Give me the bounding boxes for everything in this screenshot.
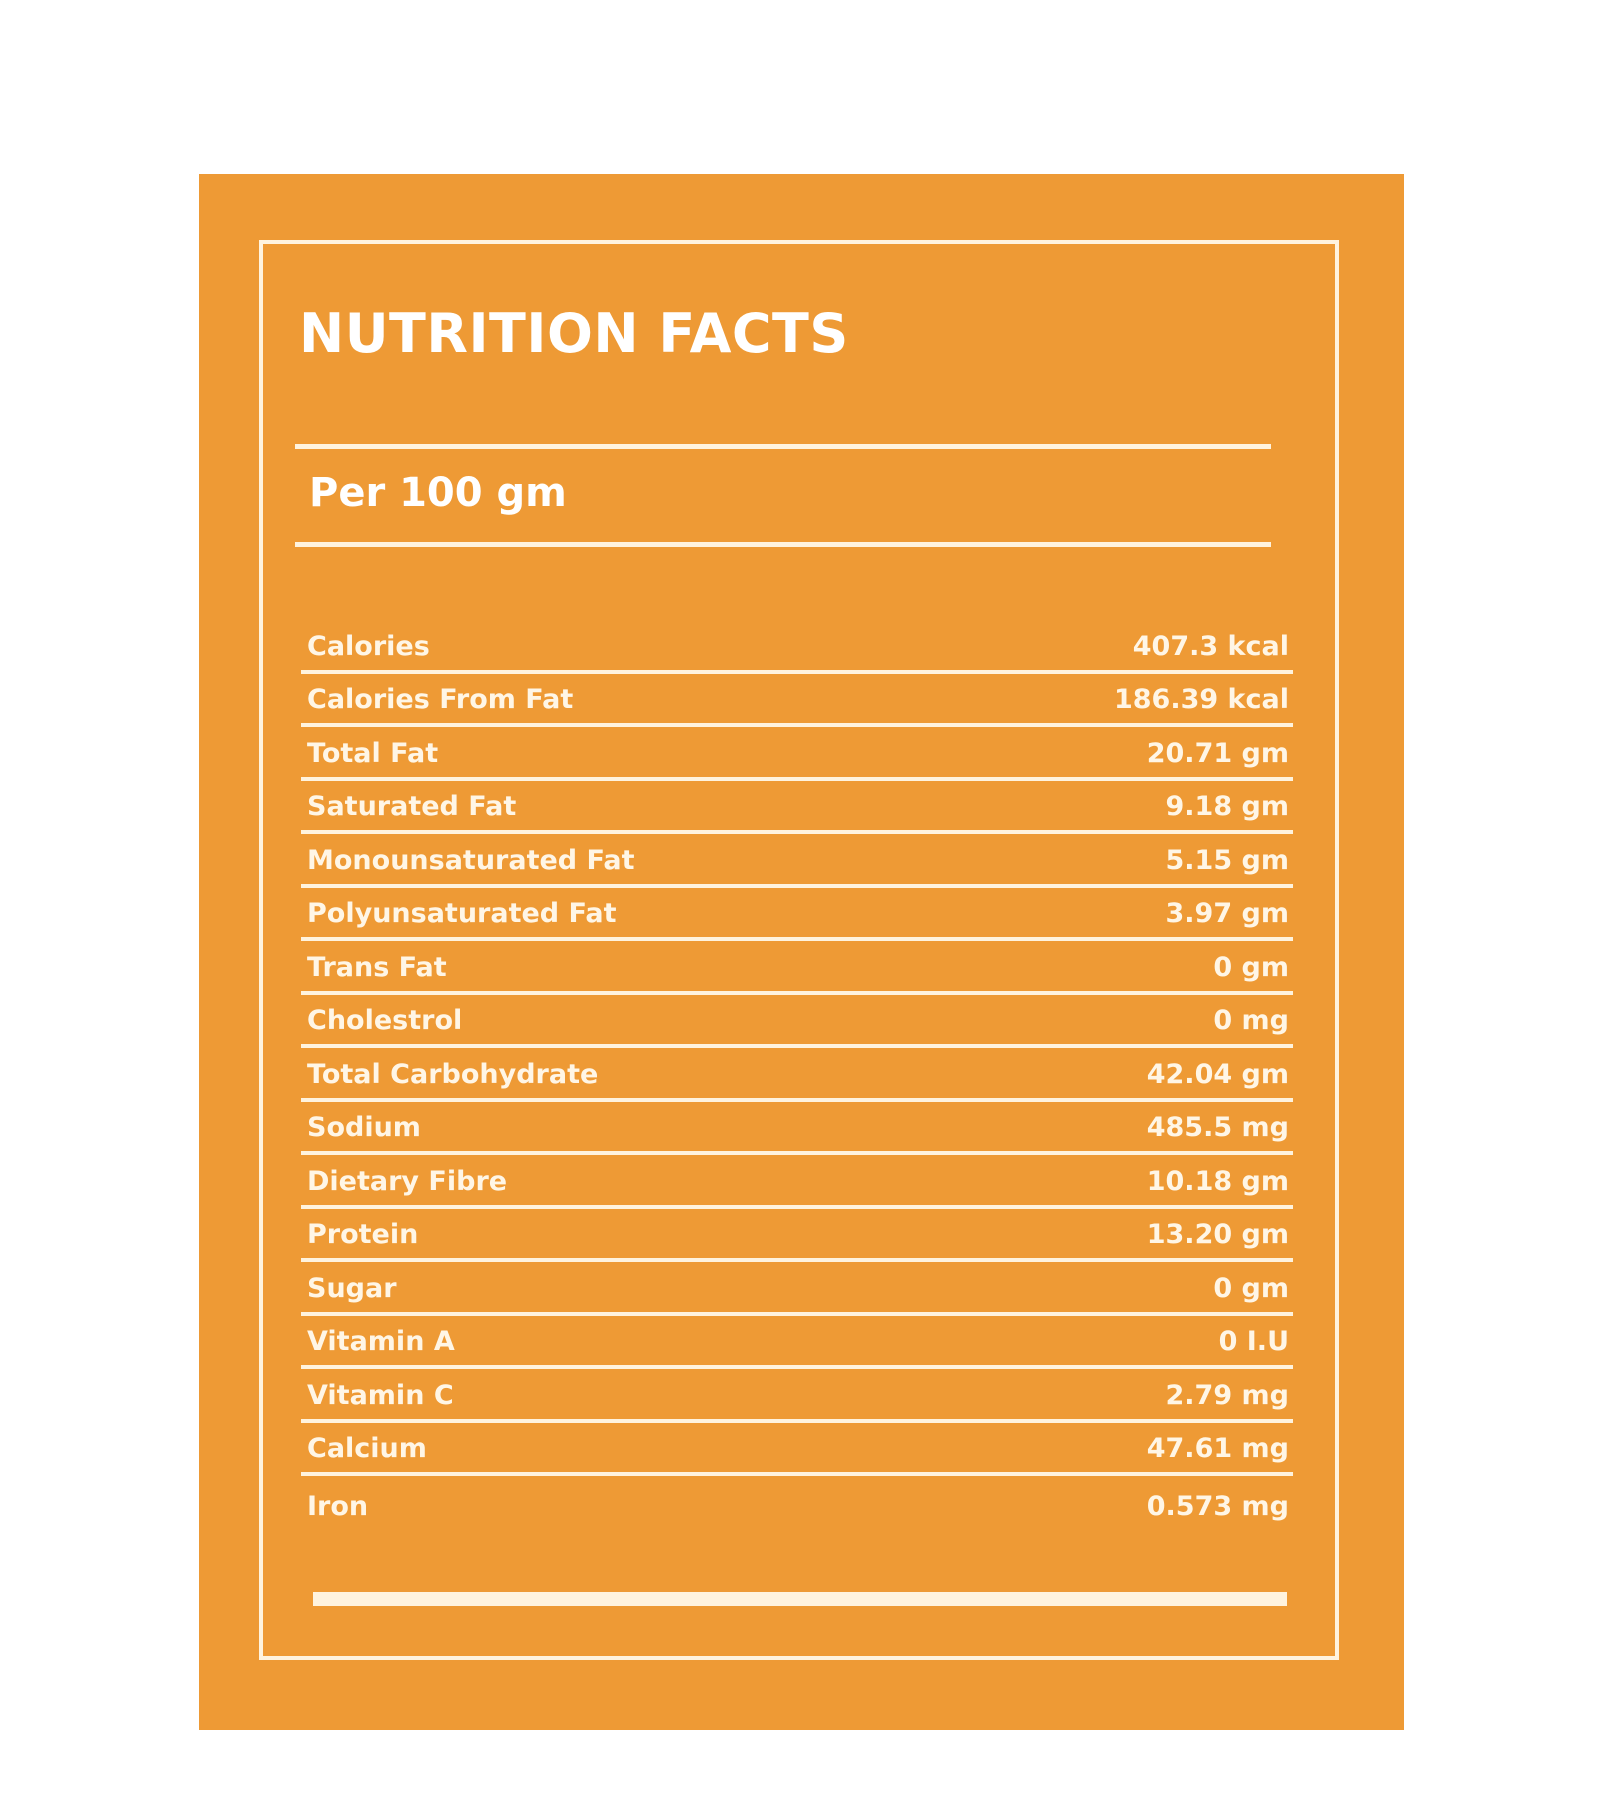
nutrient-label: Protein (307, 1219, 419, 1250)
nutrient-row (301, 941, 1293, 995)
nutrient-row (301, 1476, 1293, 1530)
header-divider-top (295, 444, 1271, 449)
nutrient-label: Monounsaturated Fat (307, 844, 635, 876)
nutrient-label: Saturated Fat (307, 791, 517, 822)
nutrient-label: Total Carbohydrate (307, 1058, 599, 1090)
nutrient-row (301, 995, 1293, 1049)
nutrient-row (301, 1316, 1293, 1370)
nutrient-label: Iron (307, 1490, 369, 1522)
nutrient-value: 13.20 gm (1146, 1219, 1289, 1250)
nutrient-value: 0 I.U (1218, 1326, 1289, 1357)
nutrient-label: Calories (307, 630, 430, 662)
nutrient-value: 0 gm (1213, 1272, 1289, 1304)
serving-size: Per 100 gm (309, 470, 567, 516)
nutrient-value: 2.79 mg (1165, 1379, 1289, 1411)
nutrient-value: 0 gm (1213, 951, 1289, 983)
nutrient-label: Total Fat (307, 737, 439, 769)
nutrient-label: Trans Fat (307, 951, 447, 983)
nutrient-label: Cholestrol (307, 1005, 463, 1036)
nutrient-value: 407.3 kcal (1132, 630, 1289, 662)
nutrient-value: 20.71 gm (1146, 737, 1289, 769)
nutrient-row (301, 1423, 1293, 1477)
nutrient-value: 186.39 kcal (1113, 684, 1289, 715)
nutrient-row (301, 1262, 1293, 1316)
nutrient-label: Vitamin A (307, 1326, 455, 1357)
nutrient-row (301, 1155, 1293, 1209)
nutrient-value: 0 mg (1213, 1005, 1289, 1036)
bottom-bar (313, 1592, 1287, 1606)
nutrient-value: 42.04 gm (1146, 1058, 1289, 1090)
nutrient-value: 47.61 mg (1146, 1433, 1289, 1464)
nutrient-table (301, 620, 1293, 1530)
nutrient-row (301, 1369, 1293, 1423)
nutrient-value: 9.18 gm (1165, 791, 1289, 822)
nutrient-label: Dietary Fibre (307, 1165, 508, 1197)
nutrient-row (301, 1209, 1293, 1263)
nutrient-row (301, 1048, 1293, 1102)
nutrient-label: Vitamin C (307, 1379, 454, 1411)
nutrient-label: Calcium (307, 1433, 427, 1464)
nutrition-facts-card (199, 174, 1404, 1730)
nutrient-row (301, 781, 1293, 835)
nutrient-row (301, 888, 1293, 942)
nutrient-value: 485.5 mg (1146, 1112, 1289, 1143)
nutrient-row (301, 620, 1293, 674)
nutrient-row (301, 834, 1293, 888)
nutrient-value: 5.15 gm (1165, 844, 1289, 876)
header-divider-bottom (295, 542, 1271, 547)
nutrient-label: Sodium (307, 1112, 421, 1143)
nutrient-row (301, 727, 1293, 781)
nutrient-row (301, 1102, 1293, 1156)
nutrient-label: Calories From Fat (307, 684, 574, 715)
nutrient-value: 0.573 mg (1146, 1490, 1289, 1522)
nutrition-title: NUTRITION FACTS (299, 302, 849, 365)
nutrient-value: 10.18 gm (1146, 1165, 1289, 1197)
nutrient-value: 3.97 gm (1165, 898, 1289, 929)
nutrient-label: Polyunsaturated Fat (307, 898, 617, 929)
nutrient-label: Sugar (307, 1272, 397, 1304)
nutrient-row (301, 674, 1293, 728)
